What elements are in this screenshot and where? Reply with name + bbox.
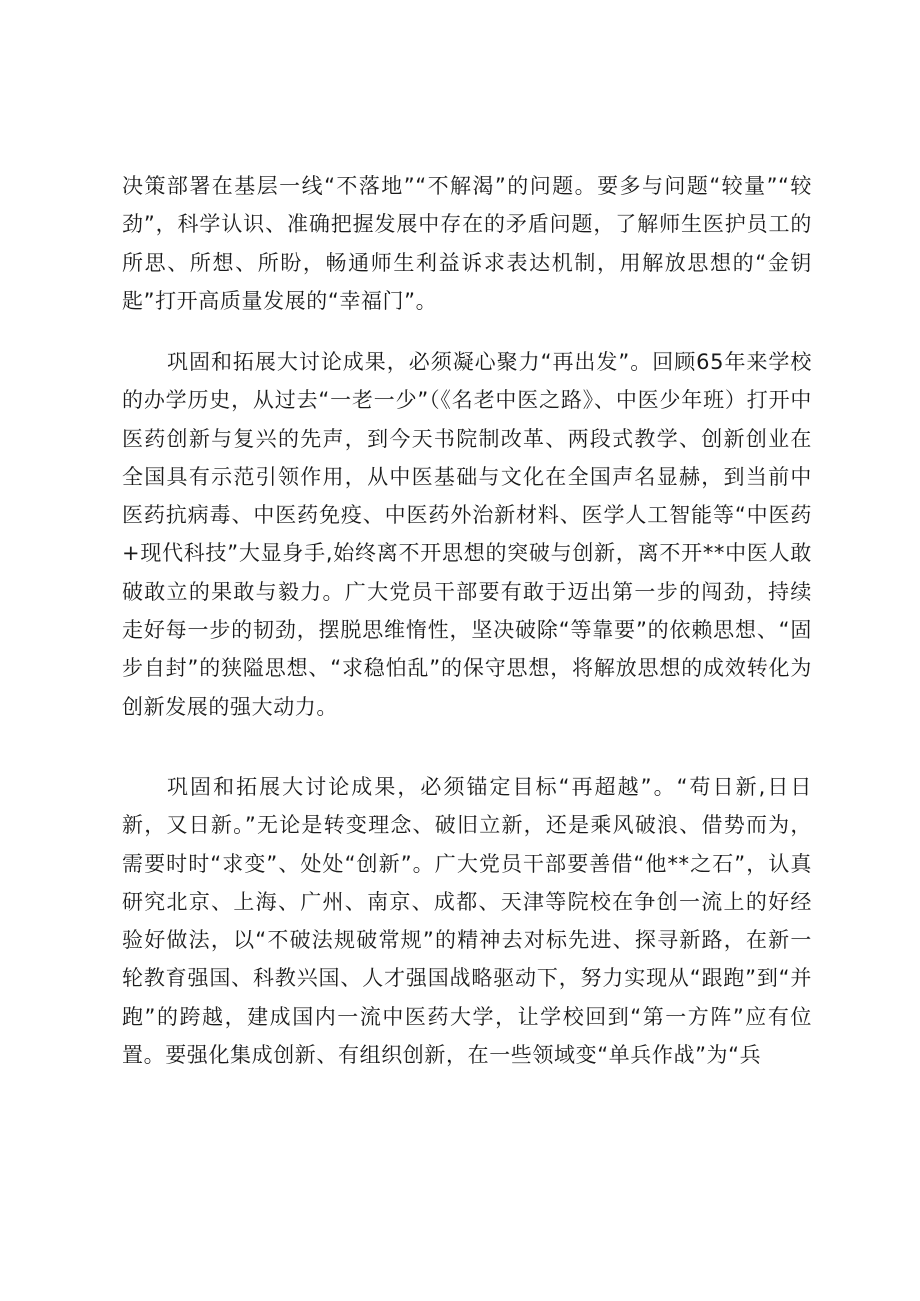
paragraph-1: 决策部署在基层一线“不落地”“不解渴”的问题。要多与问题“较量”“较劲”，科学认识、准确把握发展中存在的矛盾问题，了解师生医护员工的所思、所想、所盼，畅通师生利益诉求表达机制，用解放思想的“金钥匙”打开高质量发展的“幸福门”。 [122, 174, 812, 313]
paragraph-2: 巩固和拓展大讨论成果，必须凝心聚力“再出发”。回顾65年来学校的办学历史，从过去“一老一少”（《名老中医之路》、中医少年班）打开中医药创新与复兴的先声，到今天书院制改革、两段式教学、创新创业在全国具有示范引领作用，从中医基础与文化在全国声名显赫，到当前中医药抗病毒、中医药免疫、中医药外治新材料、医学人工智能等“中医药+现代科技”大显身手,始终离不开思想的突破与创新，离不开**中医人敢破敢立的果敢与毅力。广大党员干部要有敢于迈出第一步的闯劲，持续走好每一步的韧劲，摆脱思维惰性，坚决破除“等靠要”的依赖思想、“固步自封”的狭隘思想、“求稳怕乱”的保守思想，将解放思想的成效转化为创新发展的强大动力。 [122, 350, 812, 719]
paragraph-3: 巩固和拓展大讨论成果，必须锚定目标“再超越”。“苟日新,日日新，又日新。”无论是转变理念、破旧立新，还是乘风破浪、借势而为，需要时时“求变”、处处“创新”。广大党员干部要善借“他**之石”，认真研究北京、上海、广州、南京、成都、天津等院校在争创一流上的好经验好做法，以“不破法规破常规”的精神去对标先进、探寻新路，在新一轮教育强国、科教兴国、人才强国战略驱动下，努力实现从“跟跑”到“并跑”的跨越，建成国内一流中医药大学，让学校回到“第一方阵”应有位置。要强化集成创新、有组织创新，在一些领域变“单兵作战”为“兵 [122, 775, 812, 1068]
